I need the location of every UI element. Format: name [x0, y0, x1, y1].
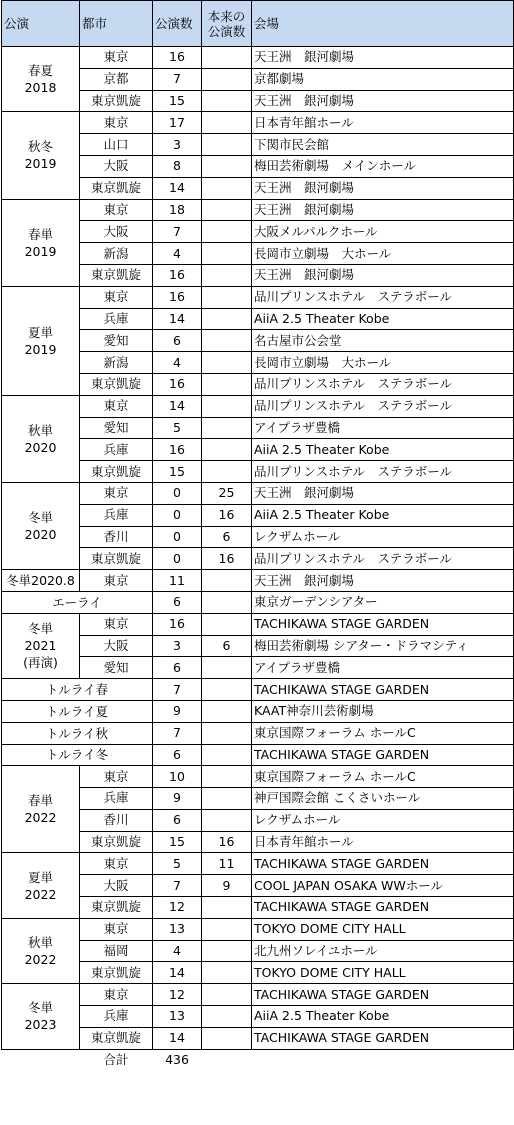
count-cell: 5 — [153, 417, 202, 439]
original-count-cell — [202, 1027, 252, 1049]
table-row — [2, 722, 514, 744]
venue-cell: 長岡市立劇場 大ホール — [252, 352, 514, 374]
performance-label: 秋単 — [27, 935, 53, 951]
original-count-cell — [202, 155, 252, 177]
count-cell: 6 — [153, 744, 202, 766]
original-count-cell — [202, 177, 252, 199]
count-cell: 14 — [153, 395, 202, 417]
city-cell: 大阪 — [80, 221, 153, 243]
venue-cell: 品川プリンスホテル ステラボール — [252, 548, 514, 570]
count-cell: 14 — [153, 177, 202, 199]
city-cell: 東京凱旋 — [80, 831, 153, 853]
count-cell: 4 — [153, 352, 202, 374]
original-count-cell — [202, 199, 252, 221]
count-cell: 16 — [153, 439, 202, 461]
count-cell: 9 — [153, 700, 202, 722]
original-count-cell — [202, 395, 252, 417]
city-cell: 東京 — [80, 395, 153, 417]
table-row — [2, 570, 514, 592]
venue-cell: 天王洲 銀河劇場 — [252, 90, 514, 112]
original-count-cell — [202, 352, 252, 374]
venue-cell: 梅田芸術劇場 シアター・ドラマシティ — [252, 635, 514, 657]
performance-cell — [2, 47, 80, 112]
original-count-cell: 6 — [202, 635, 252, 657]
original-count-cell — [202, 613, 252, 635]
performance-label: 冬単 — [27, 1000, 53, 1016]
city-cell: 新潟 — [80, 352, 153, 374]
venue-cell: KAAT神奈川芸術劇場 — [252, 700, 514, 722]
original-count-cell: 11 — [202, 853, 252, 875]
performance-cell — [2, 570, 80, 592]
performance-cell — [2, 482, 80, 569]
count-cell: 7 — [153, 722, 202, 744]
city-cell: 東京凱旋 — [80, 373, 153, 395]
venue-cell: TOKYO DOME CITY HALL — [252, 918, 514, 940]
table-row — [2, 482, 514, 504]
performance-label: 冬単 — [27, 621, 53, 637]
performance-cell: トルライ夏 — [2, 700, 153, 722]
venue-cell: AiiA 2.5 Theater Kobe — [252, 504, 514, 526]
original-count-cell — [202, 264, 252, 286]
original-count-cell — [202, 243, 252, 265]
performance-label: 冬単 — [27, 510, 53, 526]
total-spacer — [202, 1049, 252, 1071]
table-row — [2, 613, 514, 635]
header-count: 公演数 — [153, 1, 202, 47]
total-value: 436 — [165, 1052, 189, 1068]
venue-cell: 北九州ソレイユホール — [252, 940, 514, 962]
performance-label: 2022 — [24, 886, 57, 902]
performance-cell — [2, 286, 80, 395]
performance-label: 2022 — [24, 952, 57, 968]
performance-label: 2020 — [24, 527, 57, 543]
header-original-count — [202, 1, 252, 47]
performance-cell: トルライ春 — [2, 679, 153, 701]
header-original-count-line: 公演数 — [207, 23, 246, 39]
venue-cell: TACHIKAWA STAGE GARDEN — [252, 613, 514, 635]
city-cell: 兵庫 — [80, 1006, 153, 1028]
performance-cell: エーライ — [2, 591, 153, 613]
performance-cell — [2, 112, 80, 199]
performance-label: 2021 — [24, 638, 57, 654]
city-cell: 東京凱旋 — [80, 962, 153, 984]
venue-cell: 長岡市立劇場 大ホール — [252, 243, 514, 265]
original-count-cell — [202, 134, 252, 156]
city-cell: 東京 — [80, 570, 153, 592]
count-cell: 6 — [153, 591, 202, 613]
city-cell: 東京 — [80, 918, 153, 940]
venue-cell: 東京国際フォーラム ホールC — [252, 722, 514, 744]
original-count-cell — [202, 47, 252, 69]
city-cell: 兵庫 — [80, 788, 153, 810]
count-cell: 14 — [153, 1027, 202, 1049]
performance-label: 春単 — [27, 793, 53, 809]
count-cell: 14 — [153, 962, 202, 984]
performance-cell — [2, 918, 80, 983]
venue-cell: 品川プリンスホテル ステラボール — [252, 395, 514, 417]
city-cell: 東京 — [80, 482, 153, 504]
header-performance: 公演 — [2, 1, 80, 47]
city-cell: 東京凱旋 — [80, 897, 153, 919]
original-count-cell — [202, 940, 252, 962]
city-cell: 愛知 — [80, 657, 153, 679]
header-row — [2, 1, 514, 47]
city-cell: 東京 — [80, 766, 153, 788]
count-cell: 15 — [153, 461, 202, 483]
city-cell: 香川 — [80, 526, 153, 548]
venue-cell: 日本青年館ホール — [252, 112, 514, 134]
venue-cell: COOL JAPAN OSAKA WWホール — [252, 875, 514, 897]
venue-cell: 名古屋市公会堂 — [252, 330, 514, 352]
original-count-cell: 16 — [202, 831, 252, 853]
performance-label: 2018 — [24, 80, 57, 96]
performance-label: 夏単 — [27, 324, 53, 340]
city-cell: 東京凱旋 — [80, 1027, 153, 1049]
city-cell: 東京凱旋 — [80, 548, 153, 570]
performance-cell — [2, 395, 80, 482]
table-row — [2, 199, 514, 221]
original-count-cell — [202, 788, 252, 810]
city-cell: 大阪 — [80, 635, 153, 657]
table-row — [2, 700, 514, 722]
venue-cell: TACHIKAWA STAGE GARDEN — [252, 984, 514, 1006]
count-cell: 0 — [153, 482, 202, 504]
original-count-cell — [202, 286, 252, 308]
venue-cell: TOKYO DOME CITY HALL — [252, 962, 514, 984]
venue-cell: TACHIKAWA STAGE GARDEN — [252, 679, 514, 701]
venue-cell: 東京ガーデンシアター — [252, 591, 514, 613]
city-cell: 東京 — [80, 47, 153, 69]
venue-cell: レクザムホール — [252, 526, 514, 548]
performance-cell — [2, 613, 80, 678]
performance-cell — [2, 853, 80, 918]
table-row — [2, 679, 514, 701]
performance-label: (再演) — [23, 655, 58, 671]
count-cell: 16 — [153, 286, 202, 308]
count-cell: 0 — [153, 504, 202, 526]
venue-cell: 梅田芸術劇場 メインホール — [252, 155, 514, 177]
performance-cell: トルライ秋 — [2, 722, 153, 744]
performance-label: 2023 — [24, 1017, 57, 1033]
original-count-cell — [202, 90, 252, 112]
original-count-cell — [202, 962, 252, 984]
table-row — [2, 766, 514, 788]
table-row — [2, 395, 514, 417]
original-count-cell: 25 — [202, 482, 252, 504]
count-cell: 0 — [153, 526, 202, 548]
city-cell: 香川 — [80, 809, 153, 831]
venue-cell: 品川プリンスホテル ステラボール — [252, 373, 514, 395]
count-cell: 4 — [153, 940, 202, 962]
count-cell: 7 — [153, 68, 202, 90]
venue-cell: アイプラザ豊橋 — [252, 657, 514, 679]
city-cell: 東京凱旋 — [80, 90, 153, 112]
original-count-cell — [202, 439, 252, 461]
total-label: 合計 — [103, 1052, 129, 1068]
total-spacer — [252, 1049, 514, 1071]
original-count-cell — [202, 984, 252, 1006]
count-cell: 7 — [153, 679, 202, 701]
original-count-cell — [202, 461, 252, 483]
venue-cell: TACHIKAWA STAGE GARDEN — [252, 1027, 514, 1049]
table-row — [2, 744, 514, 766]
venue-cell: 天王洲 銀河劇場 — [252, 264, 514, 286]
city-cell: 福岡 — [80, 940, 153, 962]
city-cell: 東京凱旋 — [80, 264, 153, 286]
venue-cell: TACHIKAWA STAGE GARDEN — [252, 897, 514, 919]
venue-cell: アイプラザ豊橋 — [252, 417, 514, 439]
count-cell: 14 — [153, 308, 202, 330]
header-city: 都市 — [80, 1, 153, 47]
city-cell: 東京凱旋 — [80, 461, 153, 483]
original-count-cell — [202, 112, 252, 134]
city-cell: 京都 — [80, 68, 153, 90]
city-cell: 山口 — [80, 134, 153, 156]
table-row — [2, 286, 514, 308]
city-cell: 東京 — [80, 613, 153, 635]
performance-label: 2019 — [24, 156, 57, 172]
count-cell: 16 — [153, 613, 202, 635]
original-count-cell — [202, 68, 252, 90]
count-cell: 16 — [153, 47, 202, 69]
performance-label: 2019 — [24, 341, 57, 357]
original-count-cell — [202, 308, 252, 330]
count-cell: 10 — [153, 766, 202, 788]
venue-cell: 京都劇場 — [252, 68, 514, 90]
city-cell: 兵庫 — [80, 504, 153, 526]
original-count-cell — [202, 330, 252, 352]
venue-cell: 天王洲 銀河劇場 — [252, 47, 514, 69]
performance-label: 秋冬 — [27, 139, 53, 155]
performance-label: 2020 — [24, 439, 57, 455]
city-cell: 東京 — [80, 984, 153, 1006]
venue-cell: 東京国際フォーラム ホールC — [252, 766, 514, 788]
count-cell: 3 — [153, 134, 202, 156]
original-count-cell — [202, 373, 252, 395]
table-row — [2, 984, 514, 1006]
city-cell: 東京 — [80, 199, 153, 221]
header-venue: 会場 — [252, 1, 514, 47]
count-cell: 12 — [153, 984, 202, 1006]
table-row — [2, 47, 514, 69]
venue-cell: 天王洲 銀河劇場 — [252, 482, 514, 504]
original-count-cell — [202, 700, 252, 722]
count-cell: 5 — [153, 853, 202, 875]
count-cell: 12 — [153, 897, 202, 919]
count-cell: 4 — [153, 243, 202, 265]
original-count-cell — [202, 722, 252, 744]
venue-cell: 品川プリンスホテル ステラボール — [252, 286, 514, 308]
count-cell: 11 — [153, 570, 202, 592]
count-cell: 15 — [153, 90, 202, 112]
count-cell: 6 — [153, 330, 202, 352]
count-cell: 7 — [153, 221, 202, 243]
table-row — [2, 591, 514, 613]
city-cell: 大阪 — [80, 875, 153, 897]
venue-cell: AiiA 2.5 Theater Kobe — [252, 308, 514, 330]
original-count-cell — [202, 809, 252, 831]
performance-cell: トルライ冬 — [2, 744, 153, 766]
city-cell: 新潟 — [80, 243, 153, 265]
city-cell: 東京 — [80, 112, 153, 134]
count-cell: 13 — [153, 1006, 202, 1028]
venue-cell: 天王洲 銀河劇場 — [252, 570, 514, 592]
city-cell: 東京 — [80, 286, 153, 308]
city-cell: 愛知 — [80, 417, 153, 439]
table-row — [2, 112, 514, 134]
total-spacer — [2, 1049, 80, 1071]
original-count-cell: 16 — [202, 548, 252, 570]
original-count-cell — [202, 657, 252, 679]
performance-table — [1, 0, 514, 1071]
venue-cell: 大阪メルパルクホール — [252, 221, 514, 243]
count-cell: 17 — [153, 112, 202, 134]
original-count-cell: 9 — [202, 875, 252, 897]
venue-cell: 下関市民会館 — [252, 134, 514, 156]
original-count-cell — [202, 918, 252, 940]
count-cell: 9 — [153, 788, 202, 810]
city-cell: 兵庫 — [80, 439, 153, 461]
count-cell: 13 — [153, 918, 202, 940]
venue-cell: 天王洲 銀河劇場 — [252, 199, 514, 221]
city-cell: 大阪 — [80, 155, 153, 177]
venue-cell: 神戸国際会館 こくさいホール — [252, 788, 514, 810]
original-count-cell — [202, 897, 252, 919]
count-cell: 6 — [153, 657, 202, 679]
table-row — [2, 918, 514, 940]
performance-label: 春夏 — [27, 63, 53, 79]
performance-label: 秋単 — [27, 422, 53, 438]
venue-cell: AiiA 2.5 Theater Kobe — [252, 1006, 514, 1028]
venue-cell: TACHIKAWA STAGE GARDEN — [252, 744, 514, 766]
count-cell: 3 — [153, 635, 202, 657]
city-cell: 東京凱旋 — [80, 177, 153, 199]
performance-cell — [2, 199, 80, 286]
table-row — [2, 853, 514, 875]
performance-label: 2022 — [24, 810, 57, 826]
original-count-cell — [202, 221, 252, 243]
venue-cell: 天王洲 銀河劇場 — [252, 177, 514, 199]
original-count-cell — [202, 570, 252, 592]
venue-cell: レクザムホール — [252, 809, 514, 831]
count-cell: 18 — [153, 199, 202, 221]
performance-label: 2019 — [24, 243, 57, 259]
performance-label: 冬単2020.8 — [6, 573, 75, 589]
venue-cell: 日本青年館ホール — [252, 831, 514, 853]
original-count-cell — [202, 591, 252, 613]
original-count-cell — [202, 679, 252, 701]
original-count-cell — [202, 1006, 252, 1028]
venue-cell: AiiA 2.5 Theater Kobe — [252, 439, 514, 461]
venue-cell: TACHIKAWA STAGE GARDEN — [252, 853, 514, 875]
count-cell: 6 — [153, 809, 202, 831]
city-cell: 東京 — [80, 853, 153, 875]
performance-cell — [2, 984, 80, 1049]
original-count-cell: 6 — [202, 526, 252, 548]
original-count-cell — [202, 417, 252, 439]
performance-label: 春単 — [27, 226, 53, 242]
city-cell: 兵庫 — [80, 308, 153, 330]
count-cell: 8 — [153, 155, 202, 177]
original-count-cell — [202, 744, 252, 766]
performance-label: 夏単 — [27, 869, 53, 885]
original-count-cell: 16 — [202, 504, 252, 526]
count-cell: 0 — [153, 548, 202, 570]
count-cell: 16 — [153, 264, 202, 286]
count-cell: 7 — [153, 875, 202, 897]
count-cell: 15 — [153, 831, 202, 853]
header-original-count-line: 本来の — [207, 8, 246, 24]
original-count-cell — [202, 766, 252, 788]
count-cell: 16 — [153, 373, 202, 395]
total-row — [2, 1049, 514, 1071]
performance-cell — [2, 766, 80, 853]
city-cell: 愛知 — [80, 330, 153, 352]
venue-cell: 品川プリンスホテル ステラボール — [252, 461, 514, 483]
